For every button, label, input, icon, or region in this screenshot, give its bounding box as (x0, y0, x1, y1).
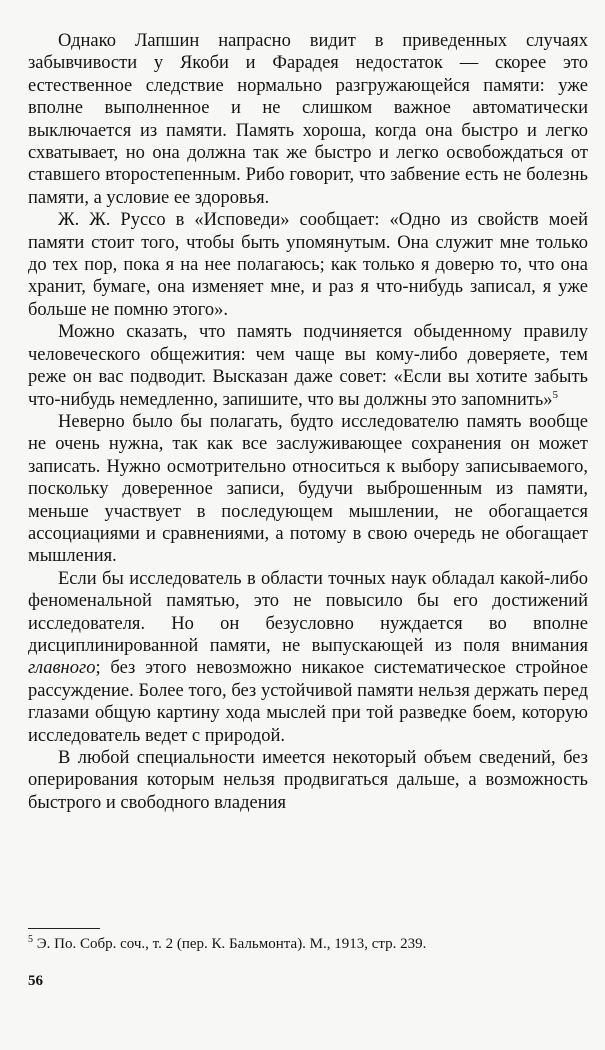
paragraph-rousseau-quote: Ж. Ж. Руссо в «Исповеди» сообщает: «Одно из свойств моей памяти стоит того, чтобы быть упомянутым. Она служит мне только до тех пор, пока я на нее полагаюсь; как только я доверю то, что она хранит, бумаге, она изменяет мне, и раз я что-нибудь записал, я уже больше не помню этого». (28, 210, 588, 320)
page-number: 56 (28, 973, 43, 989)
page-body (28, 30, 588, 814)
paragraph-memory-rule-text: Можно сказать, что память подчиняется обыденному правилу человеческого общежития: чем чаще вы кому-либо доверяете, тем реже он вас подводит. Высказан даже совет: «Если вы хотите забыть что-нибудь немедленно, запишите, что вы должны это запомнить» (28, 322, 588, 410)
paragraph-disciplined-memory-text-after: ; без этого невозможно никакое систематическое стройное рассуждение. Более того, без устойчивой памяти нельзя держать перед глазами общую картину хода мыслей при той разведке боем, которую исследователь ведет с природой. (28, 658, 588, 746)
paragraph-forgetting-lapshin: Однако Лапшин напрасно видит в приведенных случаях забывчивости у Якоби и Фарадея недостаток — скорее это естественное следствие нормально разгружающейся памяти: уже вполне выполненное и не слишком важное автоматически выключается из памяти. Память хороша, когда она быстро и легко схватывает, но она должна так же быстро и легко освобождаться от ставшего второстепенным. Рибо говорит, что забвение есть не болезнь памяти, а условие ее здоровья. (28, 31, 588, 208)
footnote-reference: 5 (552, 388, 559, 401)
footnote-divider (28, 928, 100, 929)
emphasis-main: главного (28, 658, 96, 679)
footnote-text: Э. По. Собр. соч., т. 2 (пер. К. Бальмонта). М., 1913, стр. 239. (36, 936, 427, 952)
paragraph-disciplined-memory-text-before: Если бы исследователь в области точных наук обладал какой-либо феноменальной памятью, это не повысило бы его достижений исследователя. Но он безусловно нуждается во вполне дисциплинированной памяти, не выпускающей из поля внимания (28, 568, 588, 656)
footnote-mark: 5 (28, 934, 33, 945)
paragraph-notes-caution: Неверно было бы полагать, будто исследователю память вообще не очень нужна, так как все заслуживающее сохранения он может записать. Нужно осмотрительно относиться к выбору записываемого, поскольку доверенное записи, будучи выброшенным из памяти, меньше участвует в последующем мышлении, не обогащается ассоциациями и сравнениями, а потому в свою очередь не обогащает мышления. (28, 411, 588, 567)
paragraph-disciplined-memory (28, 568, 588, 747)
paragraph-memory-rule (28, 321, 588, 411)
footnote (28, 934, 588, 954)
paragraph-specialty-knowledge: В любой специальности имеется некоторый объем сведений, без оперирования которым нельзя продвигаться дальше, а возможность быстрого и свободного владения (28, 748, 588, 813)
